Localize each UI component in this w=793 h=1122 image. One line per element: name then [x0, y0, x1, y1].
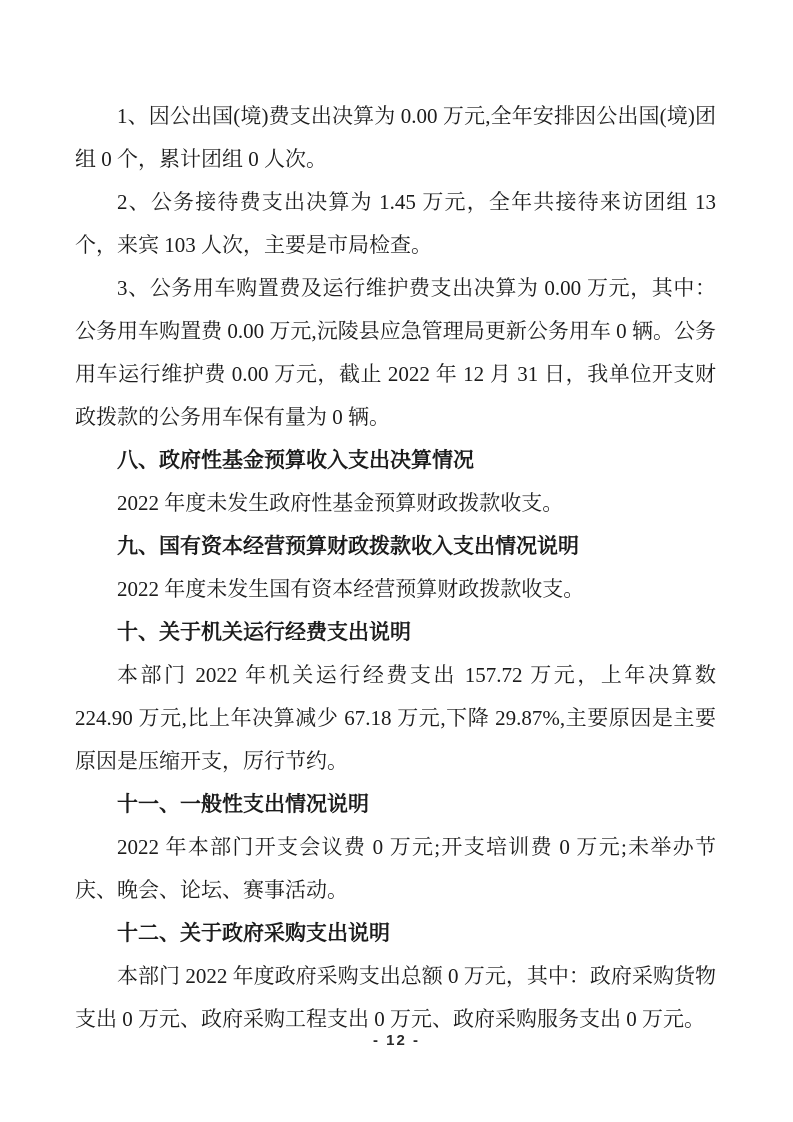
section-heading: 十二、关于政府采购支出说明 [117, 922, 390, 945]
body-paragraph: 2022 年本部门开支会议费 0 万元;开支培训费 0 万元;未举办节庆、晚会、论坛、赛事活动。 [75, 835, 716, 902]
section-heading: 十一、一般性支出情况说明 [117, 793, 369, 816]
body-paragraph: 3、公务用车购置费及运行维护费支出决算为 0.00 万元，其中：公务用车购置费 0.00 万元,沅陵县应急管理局更新公务用车 0 辆。公务用车运行维护费 0.00 万元，截止 2022 年 12 月 31 日，我单位开支财政拨款的公务用车保有量为 0 辆。 [75, 276, 716, 429]
body-paragraph: 2022 年度未发生政府性基金预算财政拨款收支。 [117, 491, 564, 515]
section-heading: 九、国有资本经营预算财政拨款收入支出情况说明 [117, 535, 579, 558]
body-paragraph: 2022 年度未发生国有资本经营预算财政拨款收支。 [117, 577, 585, 601]
section-heading: 八、政府性基金预算收入支出决算情况 [117, 449, 474, 472]
page-number: - 12 - [372, 1032, 420, 1049]
body-paragraph: 1、因公出国(境)费支出决算为 0.00 万元,全年安排因公出国(境)团组 0 个，累计团组 0 人次。 [75, 104, 716, 171]
document-body [75, 95, 716, 1041]
section-heading: 十、关于机关运行经费支出说明 [117, 621, 411, 644]
body-paragraph: 2、公务接待费支出决算为 1.45 万元，全年共接待来访团组 13 个，来宾 103 人次，主要是市局检查。 [75, 190, 716, 257]
body-paragraph: 本部门 2022 年度政府采购支出总额 0 万元，其中：政府采购货物支出 0 万元、政府采购工程支出 0 万元、政府采购服务支出 0 万元。 [75, 964, 716, 1031]
body-paragraph: 本部门 2022 年机关运行经费支出 157.72 万元，上年决算数 224.90 万元,比上年决算减少 67.18 万元,下降 29.87%,主要原因是主要原因是压缩开支，厉行节约。 [75, 663, 716, 773]
